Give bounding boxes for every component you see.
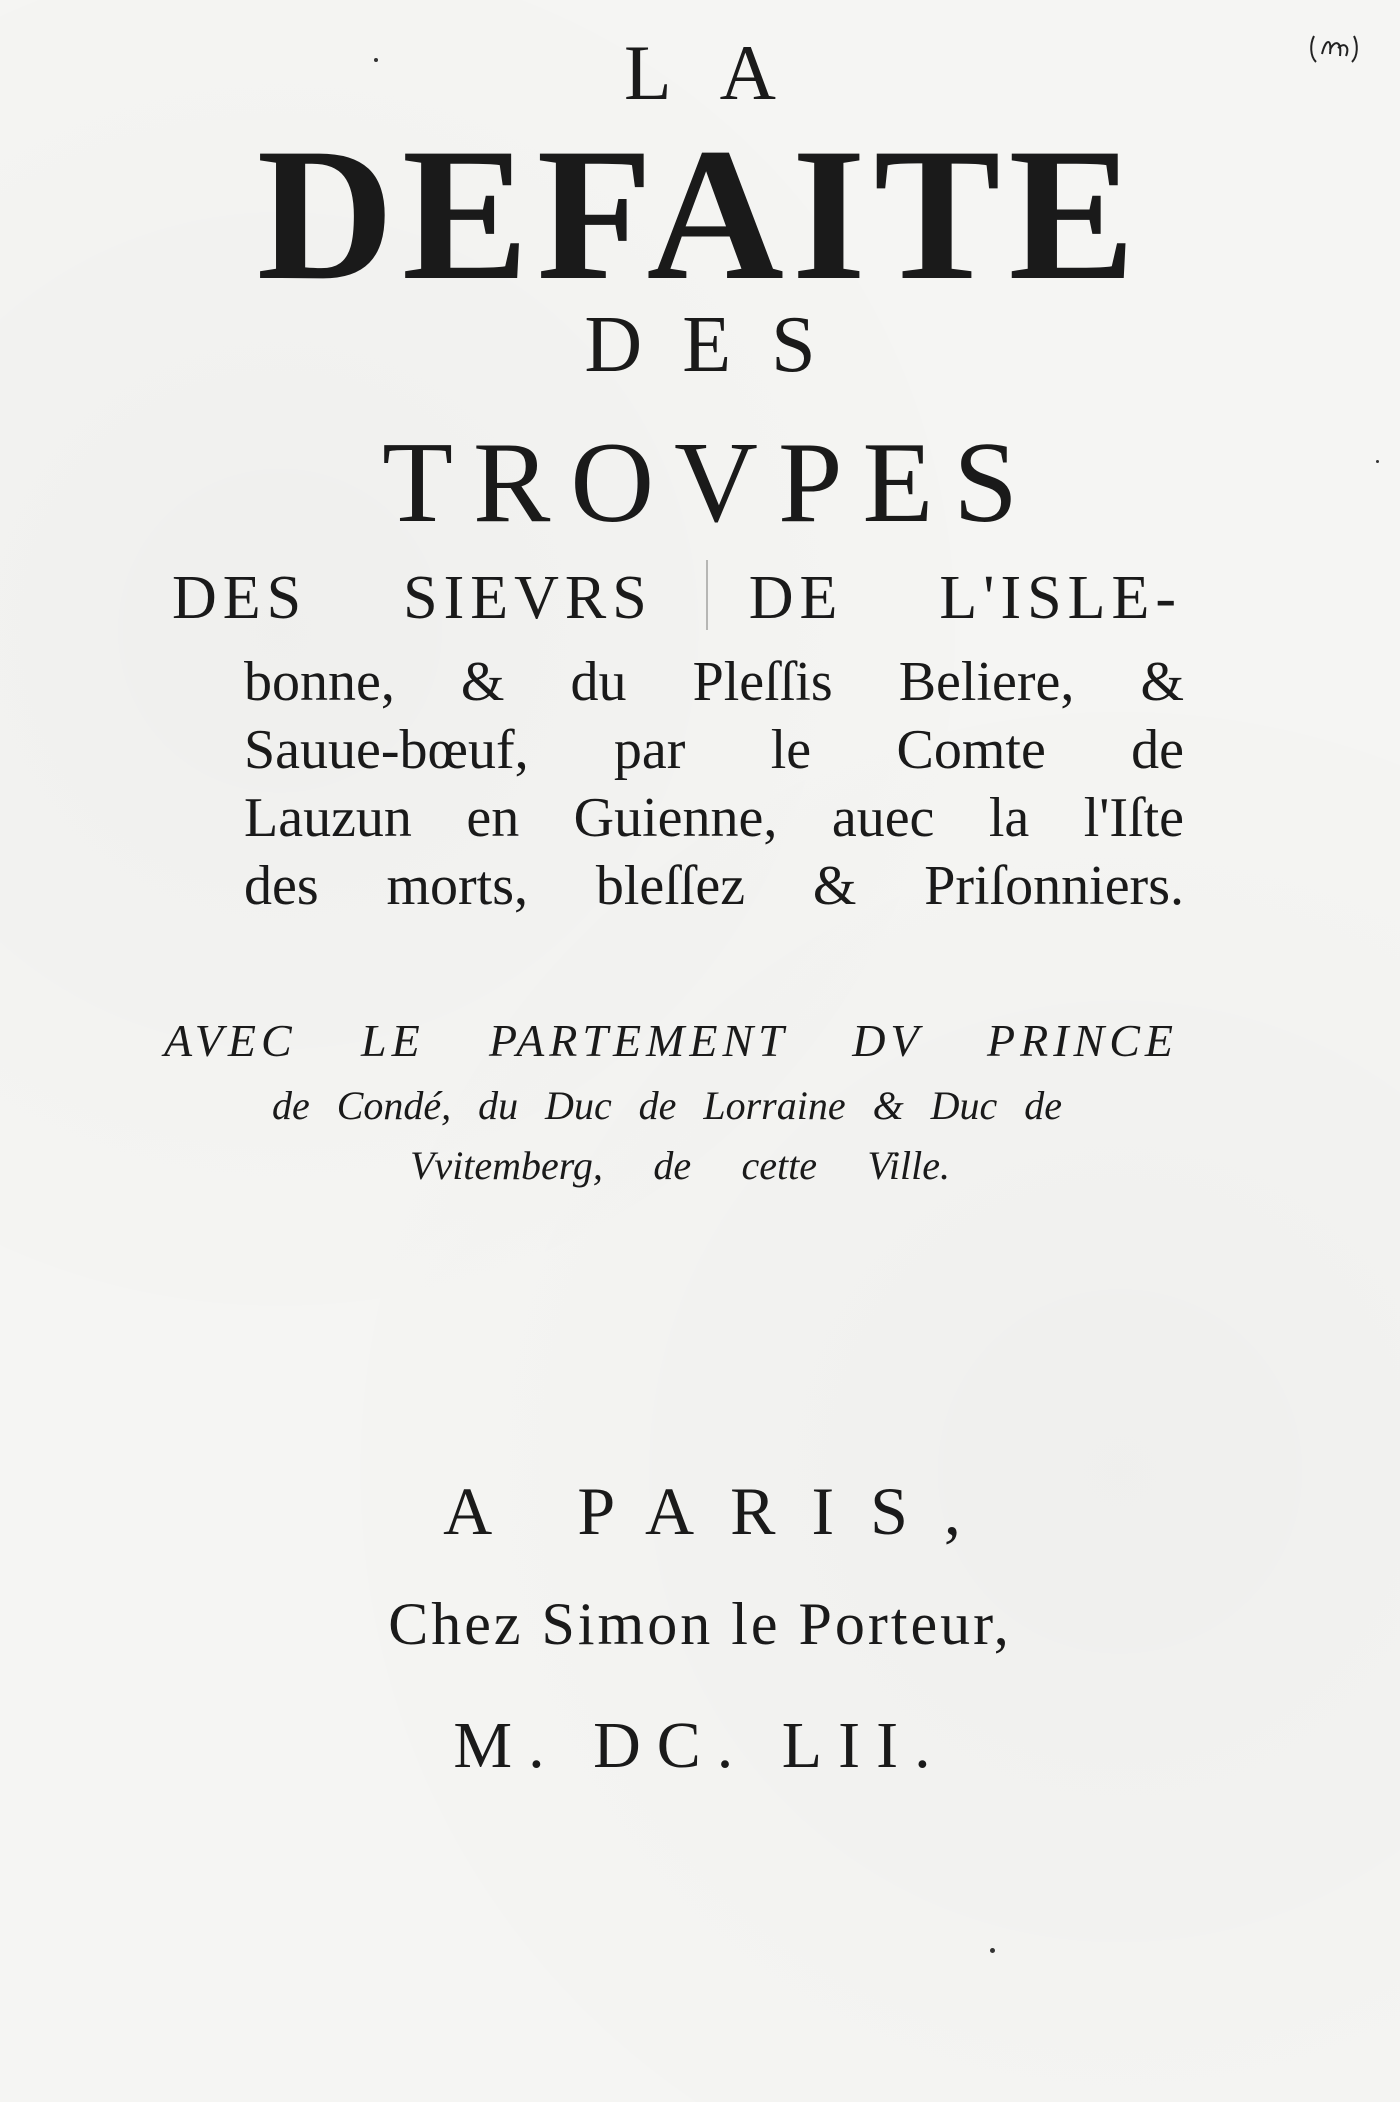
subtitle-line: Sauue-bœuf, par le Comte de: [244, 719, 1184, 781]
ink-speck: [374, 58, 378, 62]
title-des: DES: [584, 301, 856, 389]
imprint-date: M. DC. LII.: [453, 1709, 947, 1782]
subtitle-first-line: DES SIEVRS DE L'ISLE-: [172, 564, 1182, 632]
subtitle-line: bonne, & du Pleſſis Beliere, &: [244, 651, 1184, 713]
imprint-place: A PARIS,: [443, 1473, 997, 1549]
title-troupes: TROVPES: [382, 419, 1038, 547]
imprint-printer: Chez Simon le Porteur,: [388, 1591, 1012, 1657]
italic-note-line-2: de Condé, du Duc de Lorraine & Duc de: [272, 1083, 1062, 1128]
italic-note-line-1: AVEC LE PARTEMENT DV PRINCE: [164, 1015, 1178, 1066]
ink-speck: [990, 1948, 995, 1953]
ink-speck: [1376, 460, 1379, 463]
title-defaite: DEFAITE: [256, 110, 1144, 320]
subtitle-line: des morts, bleſſez & Priſonniers.: [244, 855, 1184, 917]
subtitle-body: [244, 648, 1184, 920]
italic-note-line-3: Vvitemberg, de cette Ville.: [410, 1143, 950, 1188]
title-la: LA: [624, 29, 824, 116]
subtitle-line: Lauzun en Guienne, auec la l'Iſte: [244, 787, 1184, 849]
